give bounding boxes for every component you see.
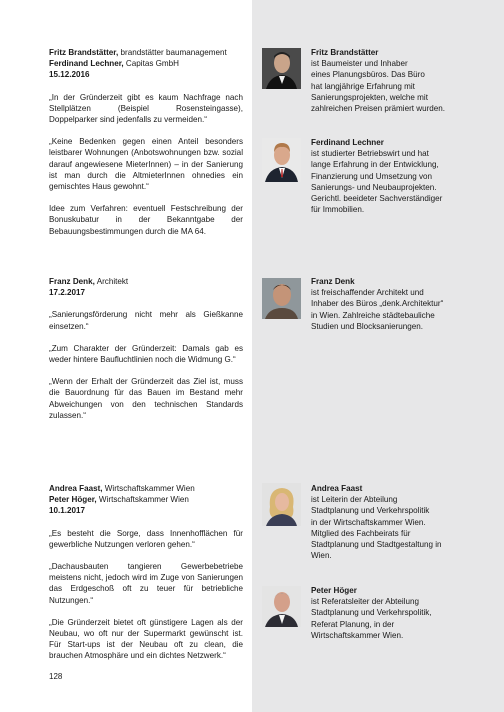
- bio-line: Stadtplanung und Verkehrspolitik,: [311, 608, 432, 618]
- quote-paragraph: „Sanierungsförderung nicht mehr als Gießkanne einsetzen.“: [49, 310, 243, 331]
- interview-block-2: [49, 276, 243, 432]
- bio-name: Fritz Brandstätter: [311, 48, 379, 57]
- bio-name: Andrea Faast: [311, 484, 363, 493]
- quote-paragraph: „Keine Bedenken gegen einen Anteil besonders leistbarer Wohnungen (Anbotswohnungen bzw. sozial darauf angewiesene MieterInnen) – in der Sanierung ist man durch die AltmieterInnen ohnedies ein gemischtes Haus gewohnt.“: [49, 137, 243, 192]
- person-name: Franz Denk,: [49, 277, 95, 286]
- bio-faast: [311, 483, 501, 561]
- page-number: 128: [49, 672, 63, 681]
- bio-hoeger: [311, 585, 501, 641]
- quote-paragraph: „Zum Charakter der Gründerzeit: Damals gab es weder hintere Baufluchtlinien noch die Widmung G.“: [49, 343, 243, 365]
- bio-line: ist studierter Betriebswirt und hat: [311, 149, 429, 159]
- bio-line: eines Planungsbüros. Das Büro: [311, 70, 425, 80]
- bio-line: Sanierungsprojekten, welche mit: [311, 92, 428, 102]
- bio-name: Franz Denk: [311, 277, 355, 286]
- portrait-photo-hoeger: [262, 586, 301, 627]
- bio-line: hat langjährige Erfahrung mit: [311, 81, 415, 91]
- bio-line: in der Wirtschaftskammer Wien.: [311, 517, 426, 527]
- quote-paragraph: „Wenn der Erhalt der Gründerzeit das Ziel ist, muss die Bauordnung für das Bauen im Bestand mehr Abweichungen von den technischen Standards zulassen.“: [49, 377, 243, 420]
- person-name: Peter Höger,: [49, 495, 97, 505]
- bio-line: Mitglied des Fachbeirats für: [311, 528, 411, 538]
- bio-line: für Immobilien.: [311, 205, 365, 215]
- portrait-photo-faast: [262, 483, 301, 526]
- bio-line: Sanierungs- und Neubauprojekten.: [311, 182, 437, 192]
- person-org: Wirtschaftskammer Wien: [102, 484, 195, 493]
- person-name: Andrea Faast,: [49, 484, 103, 493]
- interview-date: 17.2.2017: [49, 288, 86, 298]
- bio-line: Wirtschaftskammer Wien.: [311, 630, 404, 640]
- interview-header: [49, 483, 243, 517]
- bio-brandstaetter: [311, 47, 501, 114]
- bio-line: ist Referatsleiter der Abteilung: [311, 597, 419, 607]
- person-org: Capitas GmbH: [123, 59, 179, 69]
- interview-block-1: [49, 47, 243, 248]
- person-org: Wirtschaftskammer Wien: [96, 495, 189, 505]
- bio-line: Wien.: [311, 551, 332, 561]
- quote-paragraph: „Es besteht die Sorge, dass Innenhofflächen für gewerbliche Nutzungen verloren gehen.“: [49, 528, 243, 549]
- bio-line: ist Baumeister und Inhaber: [311, 59, 408, 69]
- interview-header: [49, 276, 243, 298]
- bio-name: Peter Höger: [311, 586, 357, 595]
- portrait-photo-lechner: [262, 138, 301, 182]
- bio-line: Studien und Blocksanierungen.: [311, 321, 424, 331]
- portrait-photo-denk: [262, 278, 301, 319]
- person-org: brandstätter baumanagement: [118, 48, 227, 57]
- bio-line: Stadtplanung und Stadtgestaltung in: [311, 540, 442, 550]
- interview-block-3: [49, 483, 243, 673]
- quote-paragraph: „In der Gründerzeit gibt es kaum Nachfrage nach Stellplätzen (Beispiel Rosensteingasse), Doppelparker sind jedenfalls zu vermeiden.“: [49, 92, 243, 125]
- person-org: Architekt: [94, 277, 129, 286]
- bio-name: Ferdinand Lechner: [311, 138, 384, 147]
- bio-line: Inhaber des Büros „denk.Architektur“: [311, 299, 444, 309]
- bio-lechner: [311, 137, 501, 215]
- person-name: Fritz Brandstätter,: [49, 48, 119, 57]
- quote-paragraph: Idee zum Verfahren: eventuell Festschreibung der Bonuskubatur in der Bekanntgabe der Bebauungsbestimmungen durch die MA 64.: [49, 204, 243, 236]
- bio-line: Referat Planung, in der: [311, 619, 395, 629]
- bio-line: zahlreichen Preisen prämiert wurden.: [311, 104, 446, 114]
- quote-paragraph: „Die Gründerzeit bietet oft günstigere Lagen als der Neubau, wo oft nur der Supermarkt gewünscht ist. Für Start-ups ist der Neubau oft zu clean, die brauchen Atmosphäre und ein dichtes Netzwerk.“: [49, 617, 243, 661]
- person-name: Ferdinand Lechner,: [49, 59, 124, 69]
- portrait-photo-brandstaetter: [262, 48, 301, 89]
- bio-line: ist Leiterin der Abteilung: [311, 495, 398, 505]
- interview-header: [49, 47, 243, 81]
- bio-line: ist freischaffender Architekt und: [311, 288, 424, 298]
- bio-line: Finanzierung und Umsetzung von: [311, 171, 433, 181]
- bio-line: Gerichtl. beeideter Sachverständiger: [311, 194, 443, 204]
- bio-denk: [311, 276, 501, 332]
- interview-date: 15.12.2016: [49, 70, 90, 80]
- quote-paragraph: „Dachausbauten tangieren Gewerbebetriebe meistens nicht, jedoch wird im Zuge von Sanierungen das Erdgeschoß oft zu teuer für betriebliche Nutzungen.“: [49, 562, 243, 605]
- interview-date: 10.1.2017: [49, 506, 86, 516]
- bio-line: in Wien. Zahlreiche städtebauliche: [311, 310, 435, 320]
- bio-line: lange Erfahrung in der Entwicklung,: [311, 160, 439, 170]
- bio-line: Stadtplanung und Verkehrspolitik: [311, 506, 430, 516]
